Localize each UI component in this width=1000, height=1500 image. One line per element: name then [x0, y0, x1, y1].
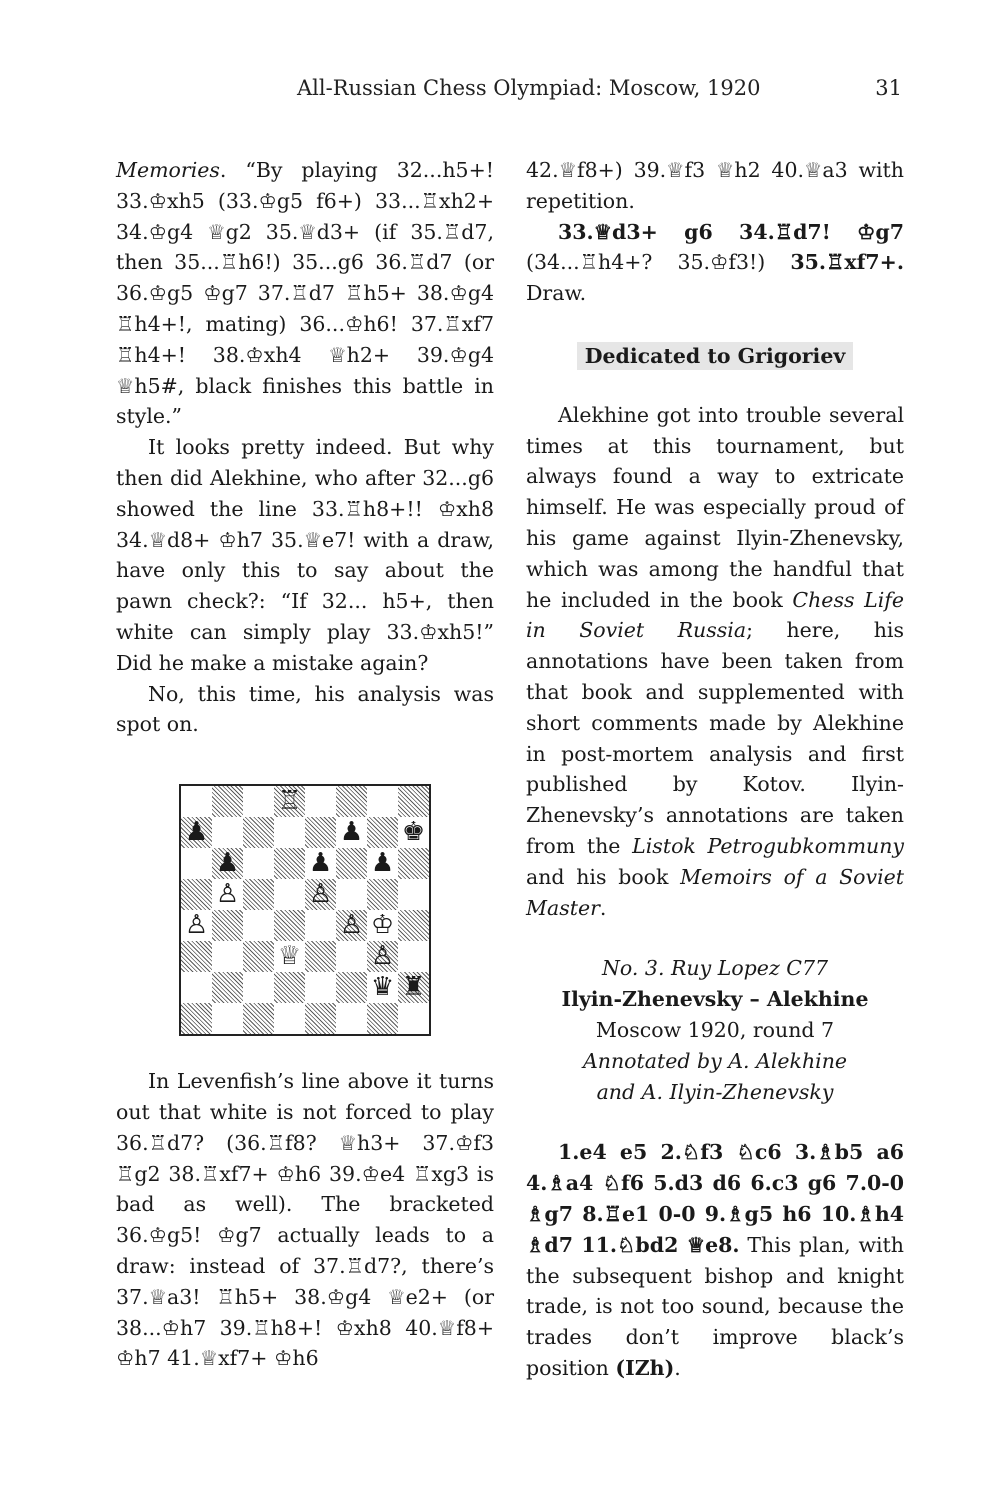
- board-square: [398, 1003, 429, 1034]
- book-title-memoirs: Memoirs of a Soviet Master: [526, 864, 905, 920]
- board-square: [181, 941, 212, 972]
- board-square: [336, 972, 367, 1003]
- board-square: [398, 848, 429, 879]
- paragraph-spot-on: No, this time, his analysis was spot on.: [116, 681, 494, 737]
- board-square: [274, 910, 305, 941]
- board-square: [181, 972, 212, 1003]
- game-annotator-2: and A. Ilyin-Zhenevsky: [596, 1079, 834, 1104]
- comment-end: .: [674, 1355, 681, 1380]
- board-square: [336, 941, 367, 972]
- board-square: [367, 879, 398, 910]
- board-square: [398, 879, 429, 910]
- board-square: [367, 817, 398, 848]
- board-square: [305, 817, 336, 848]
- board-square: [367, 786, 398, 817]
- section-heading: [526, 341, 904, 372]
- board-square: [212, 1003, 243, 1034]
- board-square: [181, 910, 212, 941]
- board-square: [336, 848, 367, 879]
- paragraph-levenfish: In Levenfish’s line above it turns out that white is not forced to play 36.♖d7? (36.♖f8? ♕h3+ 37.♔f3 ♖g2 38.♖xf7+ ♔h6 39.♔e4 ♖xg3 is bad as well). The bracketed 36.♔g5! ♔g7 actually leads to a draw: instead of 37.♖d7?, there’s 37.♕a3! ♖h5+ 38.♔g4 ♕e2+ (or 38...♔h7 39.♖h8+! ♔xh8 40.♕f8+ ♔h7 41.♕xf7+ ♔h6: [116, 1069, 494, 1371]
- board-square: [274, 817, 305, 848]
- chess-piece-icon: ♜: [401, 972, 426, 1003]
- board-square: [181, 848, 212, 879]
- board-square: [243, 786, 274, 817]
- board-square: [398, 972, 429, 1003]
- book-title-memories: Memories: [116, 158, 220, 182]
- board-square: [336, 1003, 367, 1034]
- board-square: [336, 786, 367, 817]
- board-square: [181, 817, 212, 848]
- chess-piece-icon: ♙: [308, 879, 333, 910]
- board-square: [398, 817, 429, 848]
- intro-text-c: and his book: [526, 864, 681, 889]
- board-square: [367, 1003, 398, 1034]
- board-square: [336, 817, 367, 848]
- chess-piece-icon: ♟: [307, 850, 335, 878]
- board-square: [212, 910, 243, 941]
- board-square: [212, 879, 243, 910]
- paragraph-analysis: It looks pretty indeed. But why then did Alekhine, who after 32...g6 showed the line 33.♖h8+!! ♔xh8 34.♕d8+ ♔h7 35.♕e7! with a draw, have only this to say about the pawn check?: “If 32... h5+, then white can simply play 33.♔xh5!” Did he make a mistake again?: [116, 435, 494, 675]
- moves-bold: 33.♕d3+ g6 34.♖d7! ♔g7: [558, 219, 904, 244]
- result-text: Draw.: [526, 281, 587, 306]
- board-square: [212, 941, 243, 972]
- moves-comment: This plan, with the subsequent bishop and knight trade, is not too sound, because the trades don’t improve black’s position: [526, 1232, 904, 1380]
- chess-diagram-wrapper: [116, 784, 494, 1036]
- board-square: [212, 786, 243, 817]
- chess-piece-icon: ♛: [369, 974, 397, 1002]
- board-square: [305, 786, 336, 817]
- board-square: [212, 848, 243, 879]
- board-square: [305, 941, 336, 972]
- intro-text-d: .: [599, 895, 607, 920]
- board-square: [274, 941, 305, 972]
- board-square: [398, 910, 429, 941]
- intro-text-a: Alekhine got into trouble several times at this tournament, but always found a way to extricate himself. He was especially proud of his game against Ilyin-Zhenevsky, which was among the handful that he included in the book: [526, 402, 904, 612]
- paragraph-continuation: 42.♕f8+) 39.♕f3 ♕h2 40.♕a3 with repetition.: [526, 158, 904, 213]
- board-square: [305, 879, 336, 910]
- board-square: [181, 1003, 212, 1034]
- paragraph-main-line: [526, 217, 904, 309]
- paragraph-game-moves: [526, 1137, 904, 1383]
- board-square: [274, 1003, 305, 1034]
- board-square: [305, 1003, 336, 1034]
- chess-piece-icon: ♙: [183, 912, 211, 940]
- chess-piece-icon: ♖: [277, 786, 302, 817]
- board-square: [305, 972, 336, 1003]
- paragraph-memories: [116, 155, 494, 432]
- chess-piece-icon: ♚: [400, 819, 428, 847]
- game-annotator-1: Annotated by A. Alekhine: [582, 1048, 848, 1073]
- board-square: [274, 879, 305, 910]
- game-event: Moscow 1920, round 7: [595, 1017, 835, 1042]
- intro-text-b: ; here, his annotations have been taken from that book and supplemented with short comments made by Alekhine in post-mortem analysis and first published by Kotov. Ilyin-Zhenevsky’s annotations are taken from the: [526, 618, 904, 858]
- paragraph-intro: [526, 400, 904, 924]
- chess-piece-icon: ♙: [370, 941, 395, 972]
- moves-variation: (34...♖h4+? 35.♔f3!): [526, 250, 791, 275]
- board-square: [367, 972, 398, 1003]
- board-square: [212, 817, 243, 848]
- board-square: [212, 972, 243, 1003]
- board-square: [274, 972, 305, 1003]
- chess-piece-icon: ♟: [338, 819, 366, 847]
- board-square: [398, 786, 429, 817]
- board-square: [243, 910, 274, 941]
- board-square: [243, 1003, 274, 1034]
- chess-piece-icon: ♔: [369, 912, 397, 940]
- opening-moves: 1.e4 e5 2.♘f3 ♘c6 3.♗b5 a6 4.♗a4 ♘f6 5.d3 d6 6.c3 g6 7.0-0 ♗g7 8.♖e1 0-0 9.♗g5 h6 10.♗h4 ♗d7 11.♘bd2 ♕e8.: [526, 1140, 904, 1257]
- board-square: [243, 848, 274, 879]
- board-square: [367, 910, 398, 941]
- board-square: [367, 941, 398, 972]
- right-column: [526, 155, 904, 1384]
- chess-piece-icon: ♟: [369, 850, 397, 878]
- game-players: Ilyin-Zhenevsky – Alekhine: [561, 987, 869, 1012]
- left-column: [116, 155, 494, 1374]
- chess-piece-icon: ♟: [215, 848, 240, 879]
- board-square: [398, 941, 429, 972]
- board-square: [274, 786, 305, 817]
- board-square: [336, 910, 367, 941]
- board-square: [274, 848, 305, 879]
- chess-diagram: [179, 784, 431, 1036]
- board-square: [243, 972, 274, 1003]
- running-title: All-Russian Chess Olympiad: Moscow, 1920: [297, 76, 761, 100]
- section-title: Dedicated to Grigoriev: [577, 342, 854, 370]
- board-square: [181, 786, 212, 817]
- board-square: [181, 879, 212, 910]
- board-square: [243, 879, 274, 910]
- chess-piece-icon: ♙: [214, 881, 242, 909]
- board-square: [367, 848, 398, 879]
- game-header: [526, 953, 904, 1107]
- board-square: [305, 910, 336, 941]
- annotator-tag: (IZh): [615, 1355, 675, 1380]
- board-square: [243, 941, 274, 972]
- chess-piece-icon: ♙: [339, 910, 364, 941]
- board-square: [336, 879, 367, 910]
- moves-bold-final: 35.♖xf7+.: [790, 250, 904, 275]
- book-title-chess-life: Chess Life in Soviet Russia: [526, 587, 904, 643]
- chess-piece-icon: ♟: [184, 817, 209, 848]
- running-header: [297, 76, 902, 106]
- game-number: No. 3. Ruy Lopez C77: [601, 956, 829, 981]
- chess-piece-icon: ♕: [276, 943, 304, 971]
- page-number: 31: [875, 76, 902, 100]
- board-square: [305, 848, 336, 879]
- publication-title: Listok Petrogubkommuny: [632, 833, 904, 858]
- paragraph-text: . “By playing 32...h5+! 33.♔xh5 (33.♔g5 f6+) 33...♖xh2+ 34.♔g4 ♕g2 35.♕d3+ (if 35.♖d7, then 35...♖h6!) 35...g6 36.♖d7 (or 36.♔g5 ♔g7 37.♖d7 ♖h5+ 38.♔g4 ♖h4+!, mating) 36...♔h6! 37.♖xf7 ♖h4+! 38.♔xh4 ♕h2+ 39.♔g4 ♕h5#, black finishes this battle in style.”: [116, 158, 494, 429]
- board-square: [243, 817, 274, 848]
